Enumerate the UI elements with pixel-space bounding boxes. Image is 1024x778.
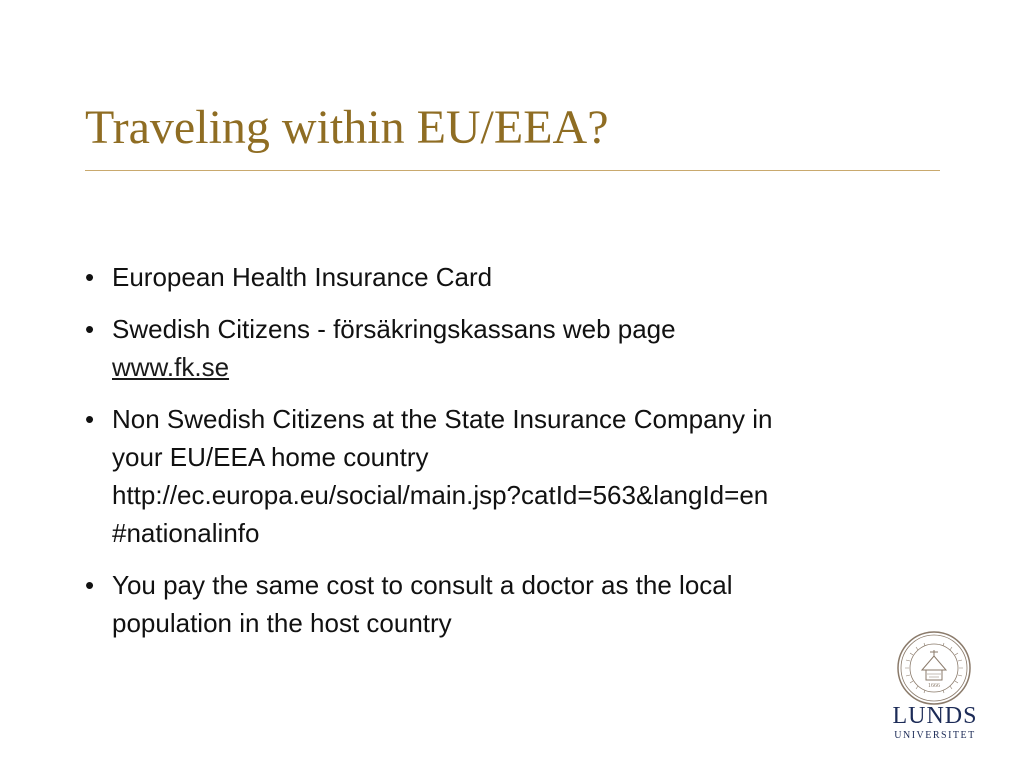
bullet-dot: • bbox=[85, 262, 95, 292]
bullet-dot: • bbox=[85, 404, 95, 434]
bullet-text: Swedish Citizens - försäkringskassans web page bbox=[112, 314, 676, 344]
lund-university-logo bbox=[880, 628, 990, 748]
fk-link[interactable]: www.fk.se bbox=[112, 352, 230, 382]
slide-title: Traveling within EU/EEA? bbox=[85, 101, 609, 154]
bullet-item-ehic bbox=[85, 258, 935, 296]
bullet-dot: • bbox=[85, 314, 95, 344]
bullet-url-text: #nationalinfo bbox=[112, 518, 260, 548]
bullet-text: your EU/EEA home country bbox=[112, 442, 429, 472]
svg-text:1666: 1666 bbox=[928, 683, 940, 689]
university-seal-icon bbox=[896, 630, 972, 706]
bullet-item-cost bbox=[85, 566, 935, 642]
bullet-url-text: http://ec.europa.eu/social/main.jsp?catId=563&langId=en bbox=[112, 480, 769, 510]
logo-wordmark: LUNDS bbox=[892, 703, 978, 729]
bullet-text: European Health Insurance Card bbox=[112, 262, 493, 292]
bullet-dot: • bbox=[85, 570, 95, 600]
logo-subtitle: UNIVERSITET bbox=[894, 730, 976, 741]
bullet-item-swedish-citizens bbox=[85, 310, 935, 386]
bullet-text: You pay the same cost to consult a doctor as the local bbox=[112, 570, 733, 600]
bullet-text: population in the host country bbox=[112, 608, 452, 638]
bullet-list bbox=[85, 258, 935, 656]
title-divider bbox=[85, 170, 940, 171]
bullet-item-non-swedish-citizens bbox=[85, 400, 935, 552]
bullet-text: Non Swedish Citizens at the State Insurance Company in bbox=[112, 404, 773, 434]
